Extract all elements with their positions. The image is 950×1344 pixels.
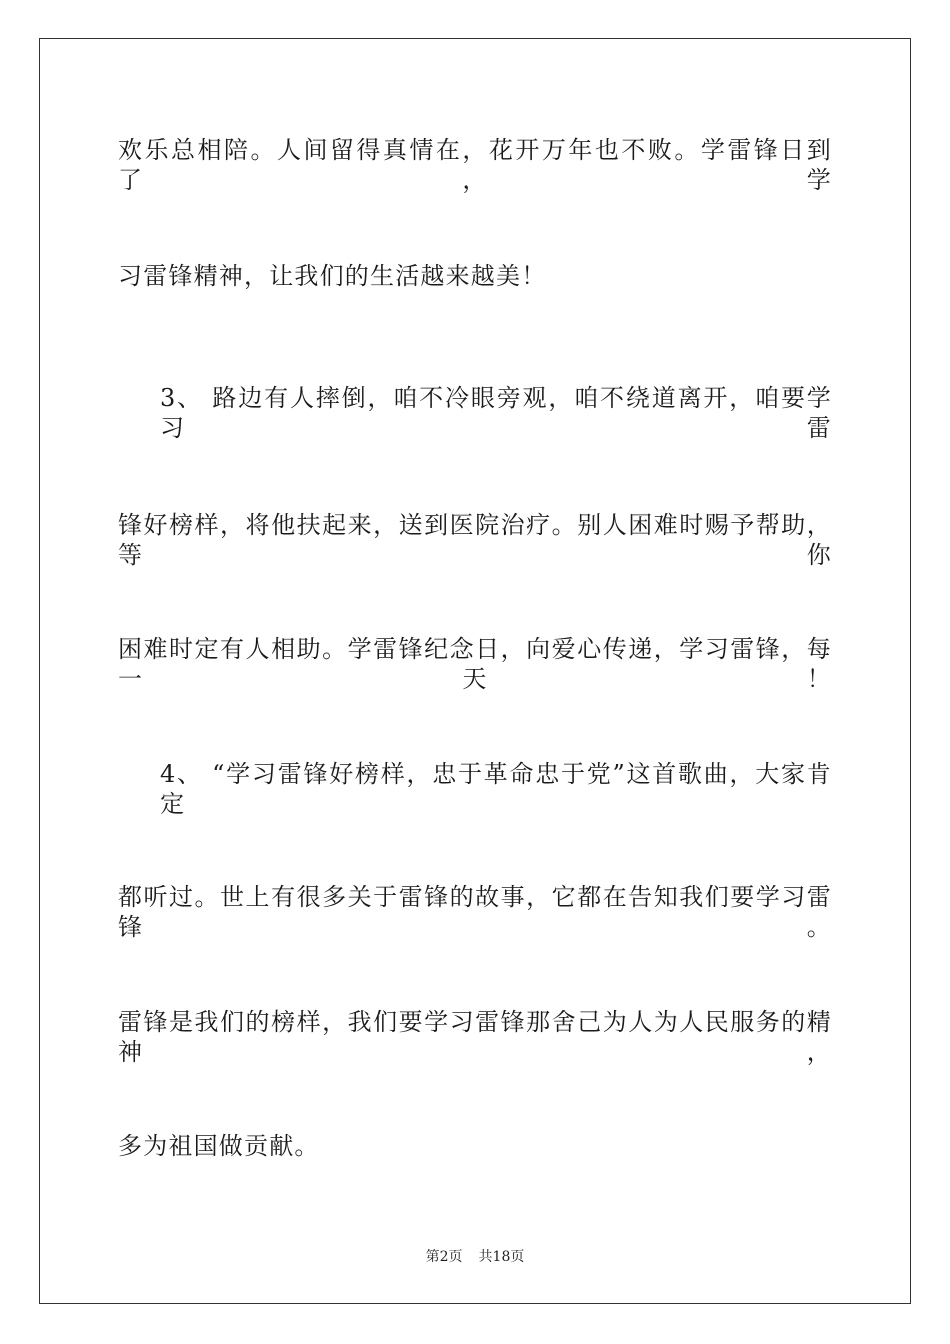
page-total: 共18页 xyxy=(478,1249,525,1265)
body-text-line: 锋好榜样，将他扶起来，送到医院治疗。别人困难时赐予帮助，等你 xyxy=(118,511,832,569)
body-text-line: 习雷锋精神，让我们的生活越来越美！ xyxy=(118,262,547,290)
body-text-line: 雷锋是我们的榜样，我们要学习雷锋那舍己为人为人民服务的精神， xyxy=(118,1008,832,1066)
body-text-line: 都听过。世上有很多关于雷锋的故事，它都在告知我们要学习雷锋。 xyxy=(118,883,832,941)
paragraph-3-first-line: 3、 路边有人摔倒，咱不冷眼旁观，咱不绕道离开，咱要学习雷 xyxy=(160,384,832,442)
body-text-line: 欢乐总相陪。人间留得真情在，花开万年也不败。学雷锋日到了，学 xyxy=(118,136,832,194)
page-number: 第2页 xyxy=(425,1249,463,1265)
paragraph-4-first-line: 4、 “学习雷锋好榜样，忠于革命忠于党”这首歌曲，大家肯定 xyxy=(160,760,832,818)
body-text-line: 困难时定有人相助。学雷锋纪念日，向爱心传递，学习雷锋，每一天！ xyxy=(118,635,832,693)
page-footer xyxy=(0,1248,950,1266)
body-text-line: 多为祖国做贡献。 xyxy=(118,1132,320,1160)
